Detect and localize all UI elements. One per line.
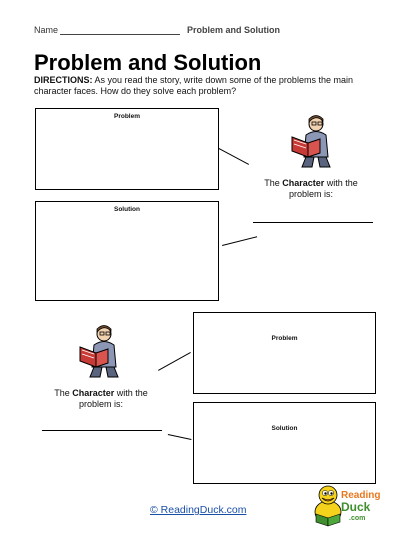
character-prompt-pre: The [54,388,73,398]
character-prompt-post: with the problem is: [288,178,358,199]
problem-box-2-label: Problem [271,335,298,342]
name-field-line[interactable] [60,34,180,35]
logo-text-duck: Duck [341,500,371,514]
logo-text-reading: Reading [341,490,381,501]
character-prompt-post: with the problem is: [78,388,148,409]
solution-box-1-label: Solution [114,206,140,213]
solution-box-2-label: Solution [271,425,298,432]
directions [34,75,379,97]
connector-line [168,434,192,440]
solution-box-2[interactable] [193,402,376,484]
connector-line [219,148,249,165]
character-answer-line-2[interactable] [42,430,162,431]
problem-box-1[interactable] [35,108,219,190]
problem-box-2[interactable] [193,312,376,394]
directions-text: As you read the story, write down some of the problems the main character faces. How do they solve each problem? [34,75,353,96]
solution-box-1[interactable] [35,201,219,301]
connector-line [222,236,257,246]
logo-text-com: .com [349,515,366,522]
character-prompt-2 [38,388,164,410]
character-word: Character [282,178,325,188]
directions-label: DIRECTIONS: [34,75,93,85]
readingduck-logo[interactable] [310,482,381,530]
page-title: Problem and Solution [34,50,262,75]
connector-line [158,352,191,371]
name-label: Name [34,25,59,35]
character-word: Character [72,388,115,398]
character-answer-line-1[interactable] [253,222,373,223]
character-prompt-pre: The [264,178,283,188]
problem-box-1-label: Problem [113,113,140,120]
character-prompt-1 [248,178,374,200]
reading-boy-icon [78,323,124,379]
reading-boy-icon [290,113,336,169]
readingduck-link[interactable]: © ReadingDuck.com [150,504,247,516]
header-title: Problem and Solution [187,25,281,35]
